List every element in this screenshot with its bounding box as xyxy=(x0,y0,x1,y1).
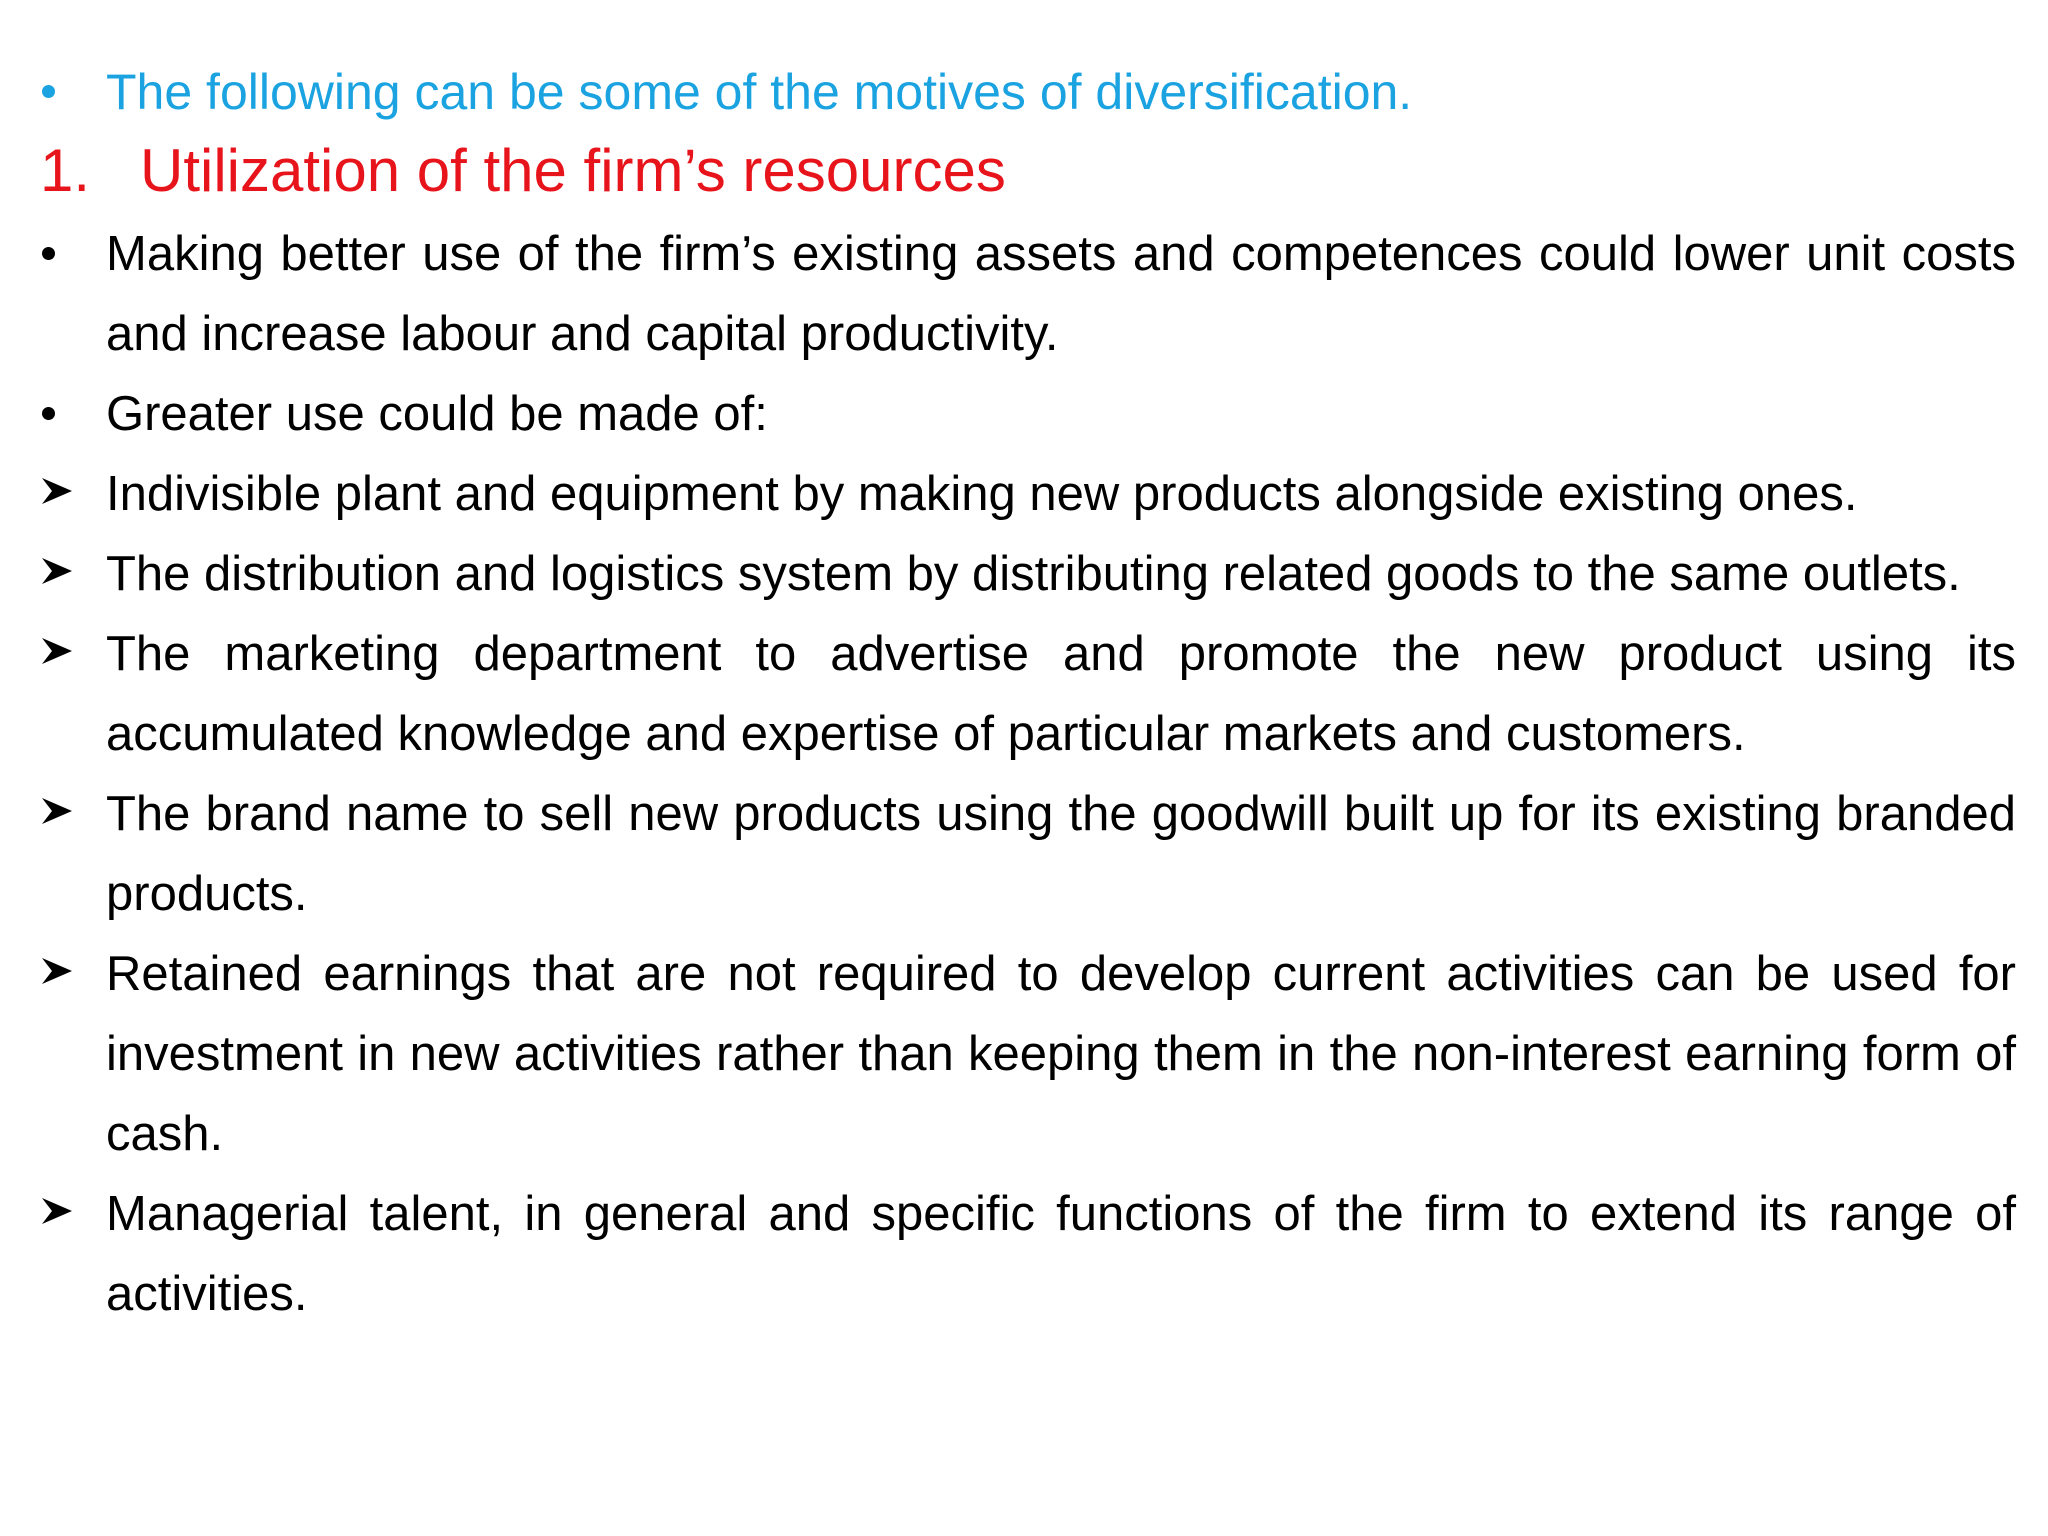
list-item xyxy=(40,774,2016,934)
list-item xyxy=(40,534,2016,614)
arrowhead-bullet-icon xyxy=(40,454,100,506)
arrowhead-bullet-icon xyxy=(40,614,100,666)
slide-content xyxy=(40,52,2016,1334)
list-item-text: The distribution and logistics system by distributing related goods to the same outlets. xyxy=(106,547,1961,601)
list-item xyxy=(40,454,2016,534)
intro-text: The following can be some of the motives of diversification. xyxy=(106,64,1413,120)
intro-line xyxy=(40,52,2016,132)
bullet-dot-icon xyxy=(40,214,100,294)
section-heading xyxy=(40,132,2016,210)
list-item-text: Retained earnings that are not required to develop current activities can be used for investment in new activities rather than keeping them in the non-interest earning form of cash. xyxy=(106,947,2016,1161)
bullet-dot-icon xyxy=(40,52,100,132)
arrowhead-bullet-icon xyxy=(40,1174,100,1226)
list-item-text: Making better use of the firm’s existing assets and competences could lower unit costs and increase labour and capital productivity. xyxy=(106,227,2016,361)
list-item-text: Indivisible plant and equipment by making new products alongside existing ones. xyxy=(106,467,1858,521)
arrowhead-bullet-icon xyxy=(40,774,100,826)
bullet-dot-icon xyxy=(40,374,100,454)
list-item xyxy=(40,934,2016,1174)
list-item xyxy=(40,374,2016,454)
list-item xyxy=(40,1174,2016,1334)
list-item xyxy=(40,614,2016,774)
heading-text: Utilization of the firm’s resources xyxy=(140,137,1006,204)
list-item-text: Greater use could be made of: xyxy=(106,387,768,441)
list-item xyxy=(40,214,2016,374)
list-item-text: The brand name to sell new products using the goodwill built up for its existing branded products. xyxy=(106,787,2016,921)
list-item-text: The marketing department to advertise and promote the new product using its accumulated knowledge and expertise of particular markets and customers. xyxy=(106,627,2016,761)
arrowhead-bullet-icon xyxy=(40,534,100,586)
arrowhead-bullet-icon xyxy=(40,934,100,986)
list-item-text: Managerial talent, in general and specific functions of the firm to extend its range of activities. xyxy=(106,1187,2016,1321)
heading-number: 1. xyxy=(40,137,91,204)
